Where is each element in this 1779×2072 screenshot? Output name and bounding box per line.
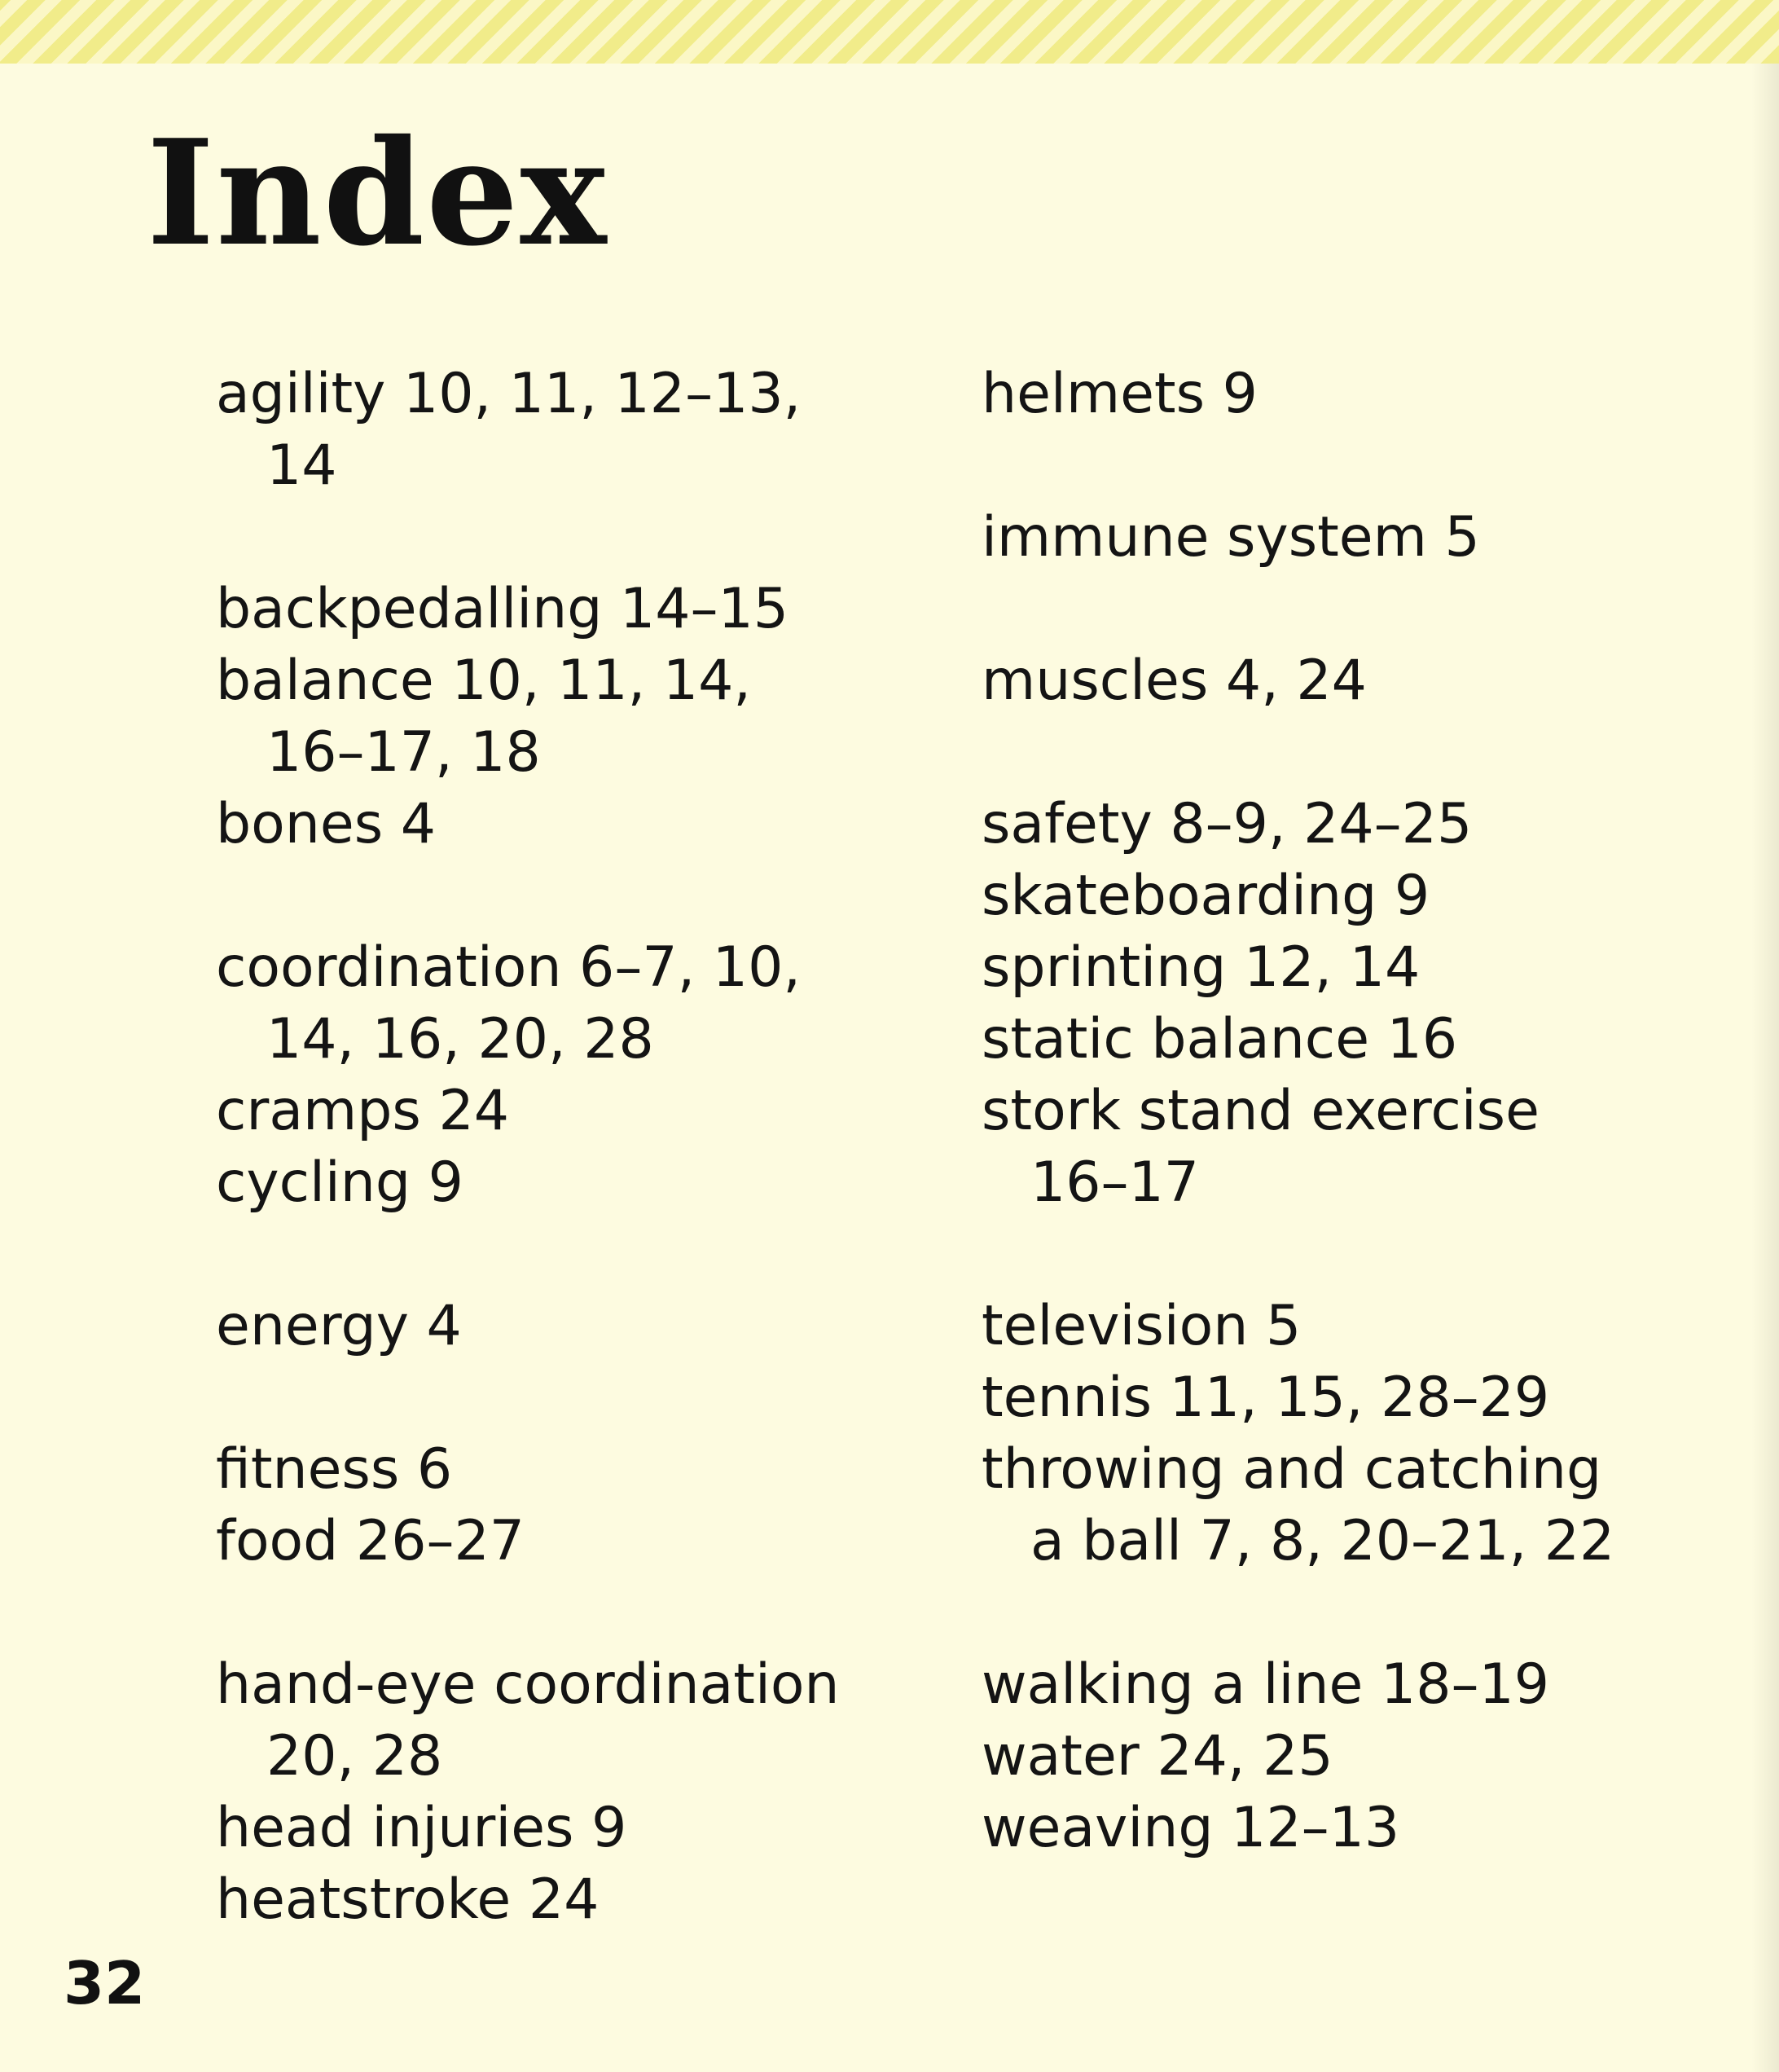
index-entry: water 24, 25	[982, 1724, 1333, 1788]
index-column-right	[982, 359, 1715, 1936]
index-entry: fitness 6	[216, 1437, 453, 1502]
index-entry: head injuries 9	[216, 1796, 627, 1860]
index-entry: television 5	[982, 1294, 1302, 1358]
index-entry: bones 4	[216, 792, 437, 856]
index-entry: hand-eye coordination 20, 28	[216, 1652, 840, 1788]
index-group	[982, 645, 1715, 717]
index-group	[982, 359, 1715, 430]
index-group	[216, 359, 949, 502]
index-group	[982, 1649, 1715, 1864]
decorative-striped-band	[0, 0, 1779, 64]
index-group	[216, 1291, 949, 1362]
index-entry: muscles 4, 24	[982, 649, 1367, 713]
index-group	[982, 1291, 1715, 1577]
index-entry: skateboarding 9	[982, 864, 1430, 928]
index-group	[216, 574, 949, 860]
index-entry: coordination 6–7, 10, 14, 16, 20, 28	[216, 935, 801, 1071]
index-group	[216, 1434, 949, 1577]
index-entry: food 26–27	[216, 1509, 525, 1573]
index-group	[982, 789, 1715, 1219]
index-entry: tennis 11, 15, 28–29	[982, 1366, 1550, 1430]
page-title: Index	[147, 108, 608, 278]
index-group	[216, 1649, 949, 1936]
index-entry: stork stand exercise 16–17	[982, 1079, 1540, 1215]
index-entry: balance 10, 11, 14, 16–17, 18	[216, 649, 751, 785]
index-entry: cramps 24	[216, 1079, 509, 1143]
page-number: 32	[64, 1949, 146, 2017]
index-entry: agility 10, 11, 12–13, 14	[216, 362, 802, 498]
index-entry: immune system 5	[982, 505, 1480, 570]
page-edge-shadow	[1751, 64, 1779, 2072]
index-group	[216, 932, 949, 1219]
index-group	[982, 502, 1715, 574]
index-entry: helmets 9	[982, 362, 1258, 426]
index-entry: static balance 16	[982, 1007, 1458, 1071]
index-entry: backpedalling 14–15	[216, 577, 789, 641]
index-entry: sprinting 12, 14	[982, 935, 1421, 1000]
index-entry: weaving 12–13	[982, 1796, 1400, 1860]
index-entry: throwing and catching a ball 7, 8, 20–21, 22	[982, 1437, 1615, 1573]
index-column-left	[216, 359, 949, 2008]
index-entry: safety 8–9, 24–25	[982, 792, 1473, 856]
index-entry: cycling 9	[216, 1150, 463, 1215]
index-entry: heatstroke 24	[216, 1867, 600, 1932]
index-entry: walking a line 18–19	[982, 1652, 1549, 1717]
index-entry: energy 4	[216, 1294, 462, 1358]
